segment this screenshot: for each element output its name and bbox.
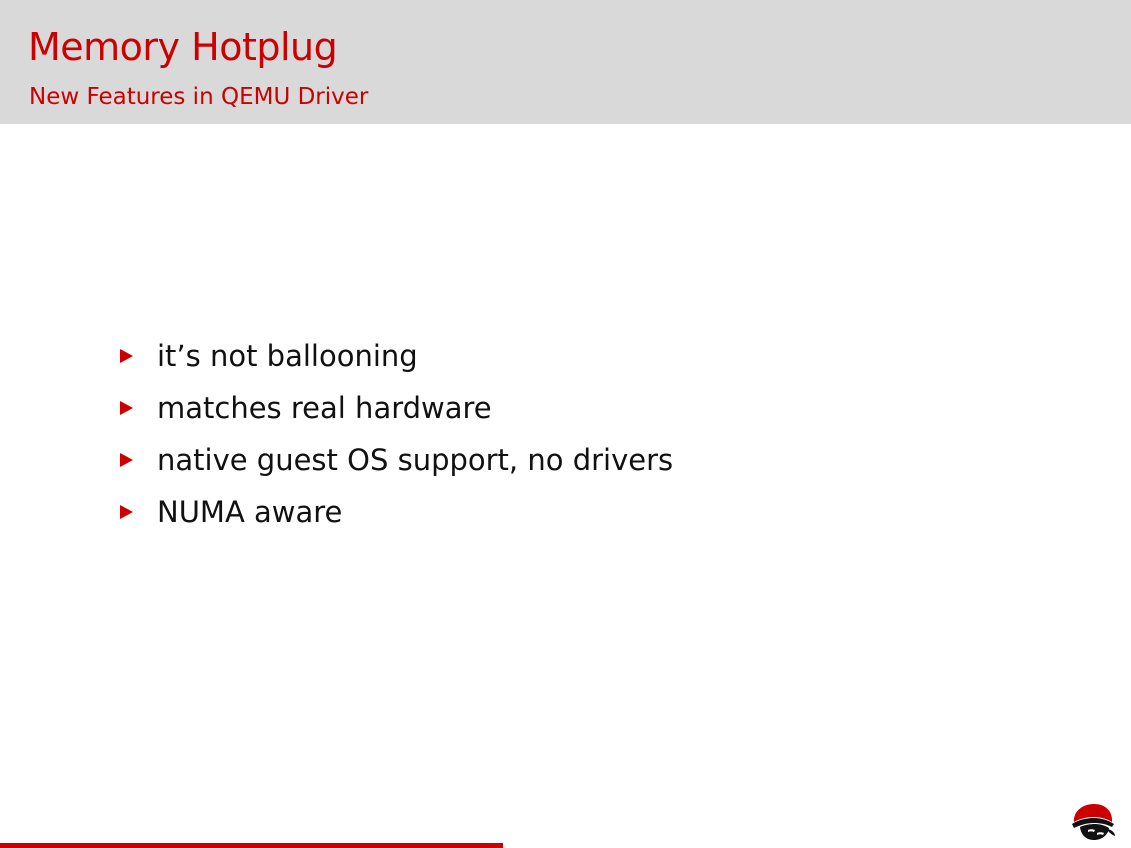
bullet-text: NUMA aware xyxy=(157,495,343,529)
slide-header xyxy=(0,0,1131,124)
bullet-item xyxy=(120,486,673,538)
triangle-right-icon xyxy=(120,453,133,467)
triangle-right-icon xyxy=(120,401,133,415)
bullet-text: it’s not ballooning xyxy=(157,339,418,373)
red-hat-shadowman-logo-icon xyxy=(1068,800,1118,842)
bullet-list xyxy=(120,330,673,538)
slide-subtitle: New Features in QEMU Driver xyxy=(29,84,369,110)
bullet-text: matches real hardware xyxy=(157,391,492,425)
footer-progress-bar xyxy=(0,843,503,848)
bullet-text: native guest OS support, no drivers xyxy=(157,443,674,477)
bullet-item xyxy=(120,330,673,382)
triangle-right-icon xyxy=(120,505,133,519)
triangle-right-icon xyxy=(120,349,133,363)
bullet-item xyxy=(120,434,673,486)
bullet-item xyxy=(120,382,673,434)
slide-title: Memory Hotplug xyxy=(28,25,338,69)
